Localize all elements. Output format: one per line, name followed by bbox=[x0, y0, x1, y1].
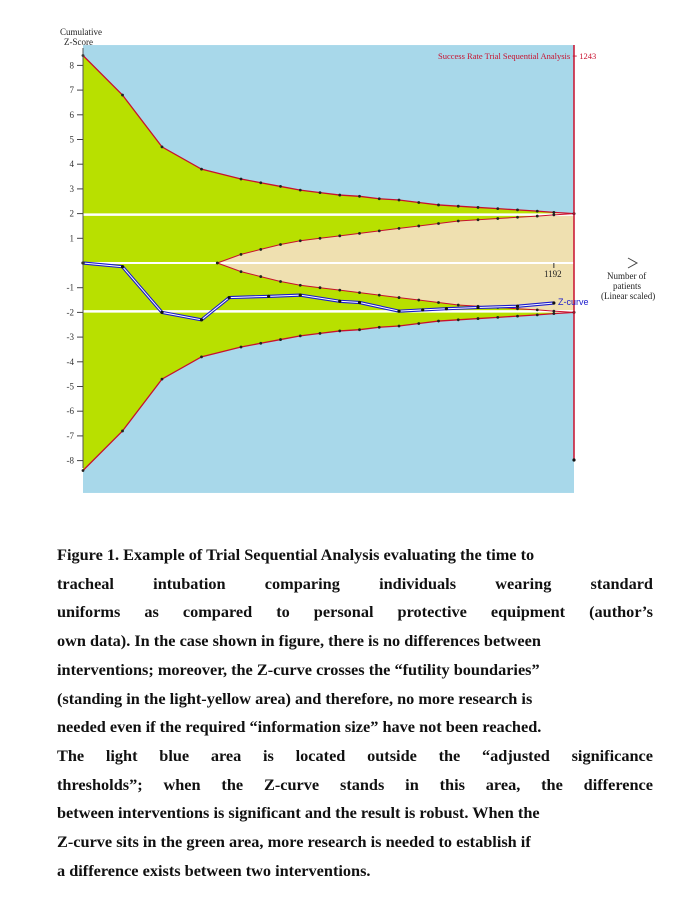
upper-futility-point bbox=[536, 215, 539, 218]
upper-boundary-point bbox=[338, 194, 341, 197]
lower-futility-point bbox=[437, 301, 440, 304]
caption-line: a difference exists between two interventions. bbox=[57, 860, 371, 880]
y-tick-label: 8 bbox=[69, 60, 74, 71]
upper-futility-point bbox=[552, 213, 555, 216]
upper-futility-point bbox=[338, 234, 341, 237]
z-curve-point bbox=[338, 300, 341, 303]
caption-line: uniforms as compared to personal protective equipment (author’s bbox=[57, 602, 653, 622]
upper-futility-point bbox=[319, 237, 322, 240]
z-curve-point bbox=[516, 305, 519, 308]
z-curve-point bbox=[445, 307, 448, 310]
upper-futility-point bbox=[378, 229, 381, 232]
upper-boundary-point bbox=[398, 199, 401, 202]
lower-futility-point bbox=[240, 270, 243, 273]
z-curve-point bbox=[299, 294, 302, 297]
upper-boundary-point bbox=[536, 210, 539, 213]
chart-areas bbox=[83, 45, 574, 493]
ris-label: Success Rate Trial Sequential Analysis = 1243 bbox=[438, 51, 597, 61]
z-curve-point bbox=[228, 296, 231, 299]
lower-boundary-point bbox=[417, 322, 420, 325]
lower-futility-point bbox=[417, 299, 420, 302]
upper-boundary-point bbox=[457, 205, 460, 208]
caption-line: Figure 1. Example of Trial Sequential Analysis evaluating the time to bbox=[57, 545, 535, 564]
y-tick-label: -7 bbox=[66, 430, 74, 441]
lower-boundary-point bbox=[121, 430, 124, 433]
upper-boundary-point bbox=[496, 207, 499, 210]
lower-boundary-point bbox=[398, 325, 401, 328]
lower-boundary-point bbox=[516, 315, 519, 318]
lower-boundary-point bbox=[161, 378, 164, 381]
upper-boundary-point bbox=[121, 94, 124, 97]
caption-line: between interventions is significant and the result is robust. When the bbox=[57, 803, 540, 823]
upper-futility-point bbox=[437, 222, 440, 225]
upper-futility-point bbox=[496, 217, 499, 220]
y-tick-label: -3 bbox=[66, 332, 74, 343]
z-curve-point bbox=[267, 295, 270, 298]
lower-boundary-point bbox=[496, 316, 499, 319]
y-tick-label: -5 bbox=[66, 381, 74, 392]
upper-futility-point bbox=[259, 248, 262, 251]
lower-boundary-point bbox=[358, 328, 361, 331]
y-tick-label: 2 bbox=[69, 208, 74, 219]
lower-futility-point bbox=[378, 294, 381, 297]
z-curve-point bbox=[397, 310, 400, 313]
lower-boundary-point bbox=[240, 346, 243, 349]
lower-boundary-point bbox=[437, 320, 440, 323]
upper-boundary-point bbox=[477, 206, 480, 209]
caption-line: Z-curve sits in the green area, more research is needed to establish if bbox=[57, 832, 531, 852]
z-curve-label: Z-curve bbox=[558, 297, 589, 307]
upper-boundary-point bbox=[378, 197, 381, 200]
y-tick-label: -6 bbox=[66, 406, 74, 417]
upper-boundary-point bbox=[552, 211, 555, 214]
xlabel-line3: (Linear scaled) bbox=[601, 291, 656, 301]
caption-line: tracheal intubation comparing individuals wearing standard bbox=[57, 573, 653, 593]
ris-point bbox=[572, 458, 575, 461]
caption-line: own data). In the case shown in figure, there is no differences between bbox=[57, 631, 541, 651]
lower-futility-point bbox=[319, 286, 322, 289]
lower-futility-point bbox=[279, 280, 282, 283]
y-tick-label: 6 bbox=[69, 109, 74, 120]
lower-boundary-point bbox=[457, 318, 460, 321]
lower-futility-point bbox=[299, 284, 302, 287]
lower-boundary-point bbox=[338, 330, 341, 333]
upper-futility-point bbox=[240, 253, 243, 256]
caption-line: needed even if the required “information size” have not been reached. bbox=[57, 717, 542, 737]
z-curve-point bbox=[200, 318, 203, 321]
upper-boundary-point bbox=[161, 146, 164, 149]
y-tick-label: -8 bbox=[66, 455, 74, 466]
lower-futility-point bbox=[536, 309, 539, 312]
upper-futility-point bbox=[358, 232, 361, 235]
lower-futility-point bbox=[552, 310, 555, 313]
lower-futility-point bbox=[358, 291, 361, 294]
lower-boundary-point bbox=[200, 355, 203, 358]
upper-boundary-point bbox=[200, 168, 203, 171]
z-curve-point bbox=[160, 311, 163, 314]
lower-futility-point bbox=[216, 262, 219, 265]
upper-futility-point bbox=[279, 243, 282, 246]
lower-boundary-point bbox=[378, 326, 381, 329]
lower-boundary-point bbox=[279, 338, 282, 341]
y-tick-label: -4 bbox=[66, 356, 74, 367]
z-curve-point bbox=[358, 301, 361, 304]
lower-boundary-point bbox=[259, 342, 262, 345]
upper-boundary-point bbox=[516, 208, 519, 211]
ylabel-line2: Z-Score bbox=[64, 37, 93, 47]
upper-futility-point bbox=[477, 218, 480, 221]
lower-futility-point bbox=[259, 275, 262, 278]
caption-line: thresholds”; when the Z-curve stands in this area, the difference bbox=[57, 774, 653, 794]
lower-boundary-point bbox=[319, 332, 322, 335]
y-tick-label: -1 bbox=[66, 282, 74, 293]
lower-boundary-point bbox=[82, 469, 85, 472]
caption-line: interventions; moreover, the Z-curve crosses the “futility boundaries” bbox=[57, 659, 540, 679]
upper-futility-point bbox=[457, 220, 460, 223]
y-tick-label: -2 bbox=[66, 307, 74, 318]
upper-futility-point bbox=[398, 227, 401, 230]
lower-futility-point bbox=[338, 289, 341, 292]
upper-futility-point bbox=[516, 216, 519, 219]
y-tick-label: 5 bbox=[69, 134, 74, 145]
z-curve-point bbox=[421, 308, 424, 311]
upper-boundary-point bbox=[240, 178, 243, 181]
upper-boundary-point bbox=[417, 201, 420, 204]
figure-caption bbox=[57, 541, 653, 885]
caption-line: (standing in the light-yellow area) and therefore, no more research is bbox=[57, 688, 533, 708]
caption-line: The light blue area is located outside the “adjusted significance bbox=[57, 745, 653, 765]
upper-boundary-point bbox=[259, 181, 262, 184]
lower-futility-point bbox=[457, 304, 460, 307]
upper-futility-point bbox=[417, 225, 420, 228]
upper-boundary-point bbox=[299, 189, 302, 192]
z-curve-point bbox=[552, 301, 555, 304]
y-tick-label: 4 bbox=[69, 159, 74, 170]
upper-boundary-point bbox=[319, 191, 322, 194]
z-curve-point bbox=[476, 306, 479, 309]
z-curve-point bbox=[121, 265, 124, 268]
lower-boundary-point bbox=[299, 334, 302, 337]
upper-boundary-point bbox=[358, 195, 361, 198]
y-tick-label: 3 bbox=[69, 183, 74, 194]
ylabel-line1: Cumulative bbox=[60, 27, 102, 37]
y-tick-label: 1 bbox=[69, 233, 74, 244]
x-marker-label: 1192 bbox=[544, 269, 562, 279]
lower-futility-point bbox=[398, 296, 401, 299]
lower-boundary-point bbox=[536, 313, 539, 316]
upper-boundary-point bbox=[279, 185, 282, 188]
lower-boundary-point bbox=[552, 312, 555, 315]
upper-boundary-point bbox=[437, 204, 440, 207]
y-tick-label: 7 bbox=[69, 85, 74, 96]
lower-boundary-point bbox=[477, 317, 480, 320]
upper-futility-point bbox=[299, 239, 302, 242]
xlabel-line1: Number of bbox=[607, 271, 647, 281]
xlabel-line2: patients bbox=[613, 281, 641, 291]
